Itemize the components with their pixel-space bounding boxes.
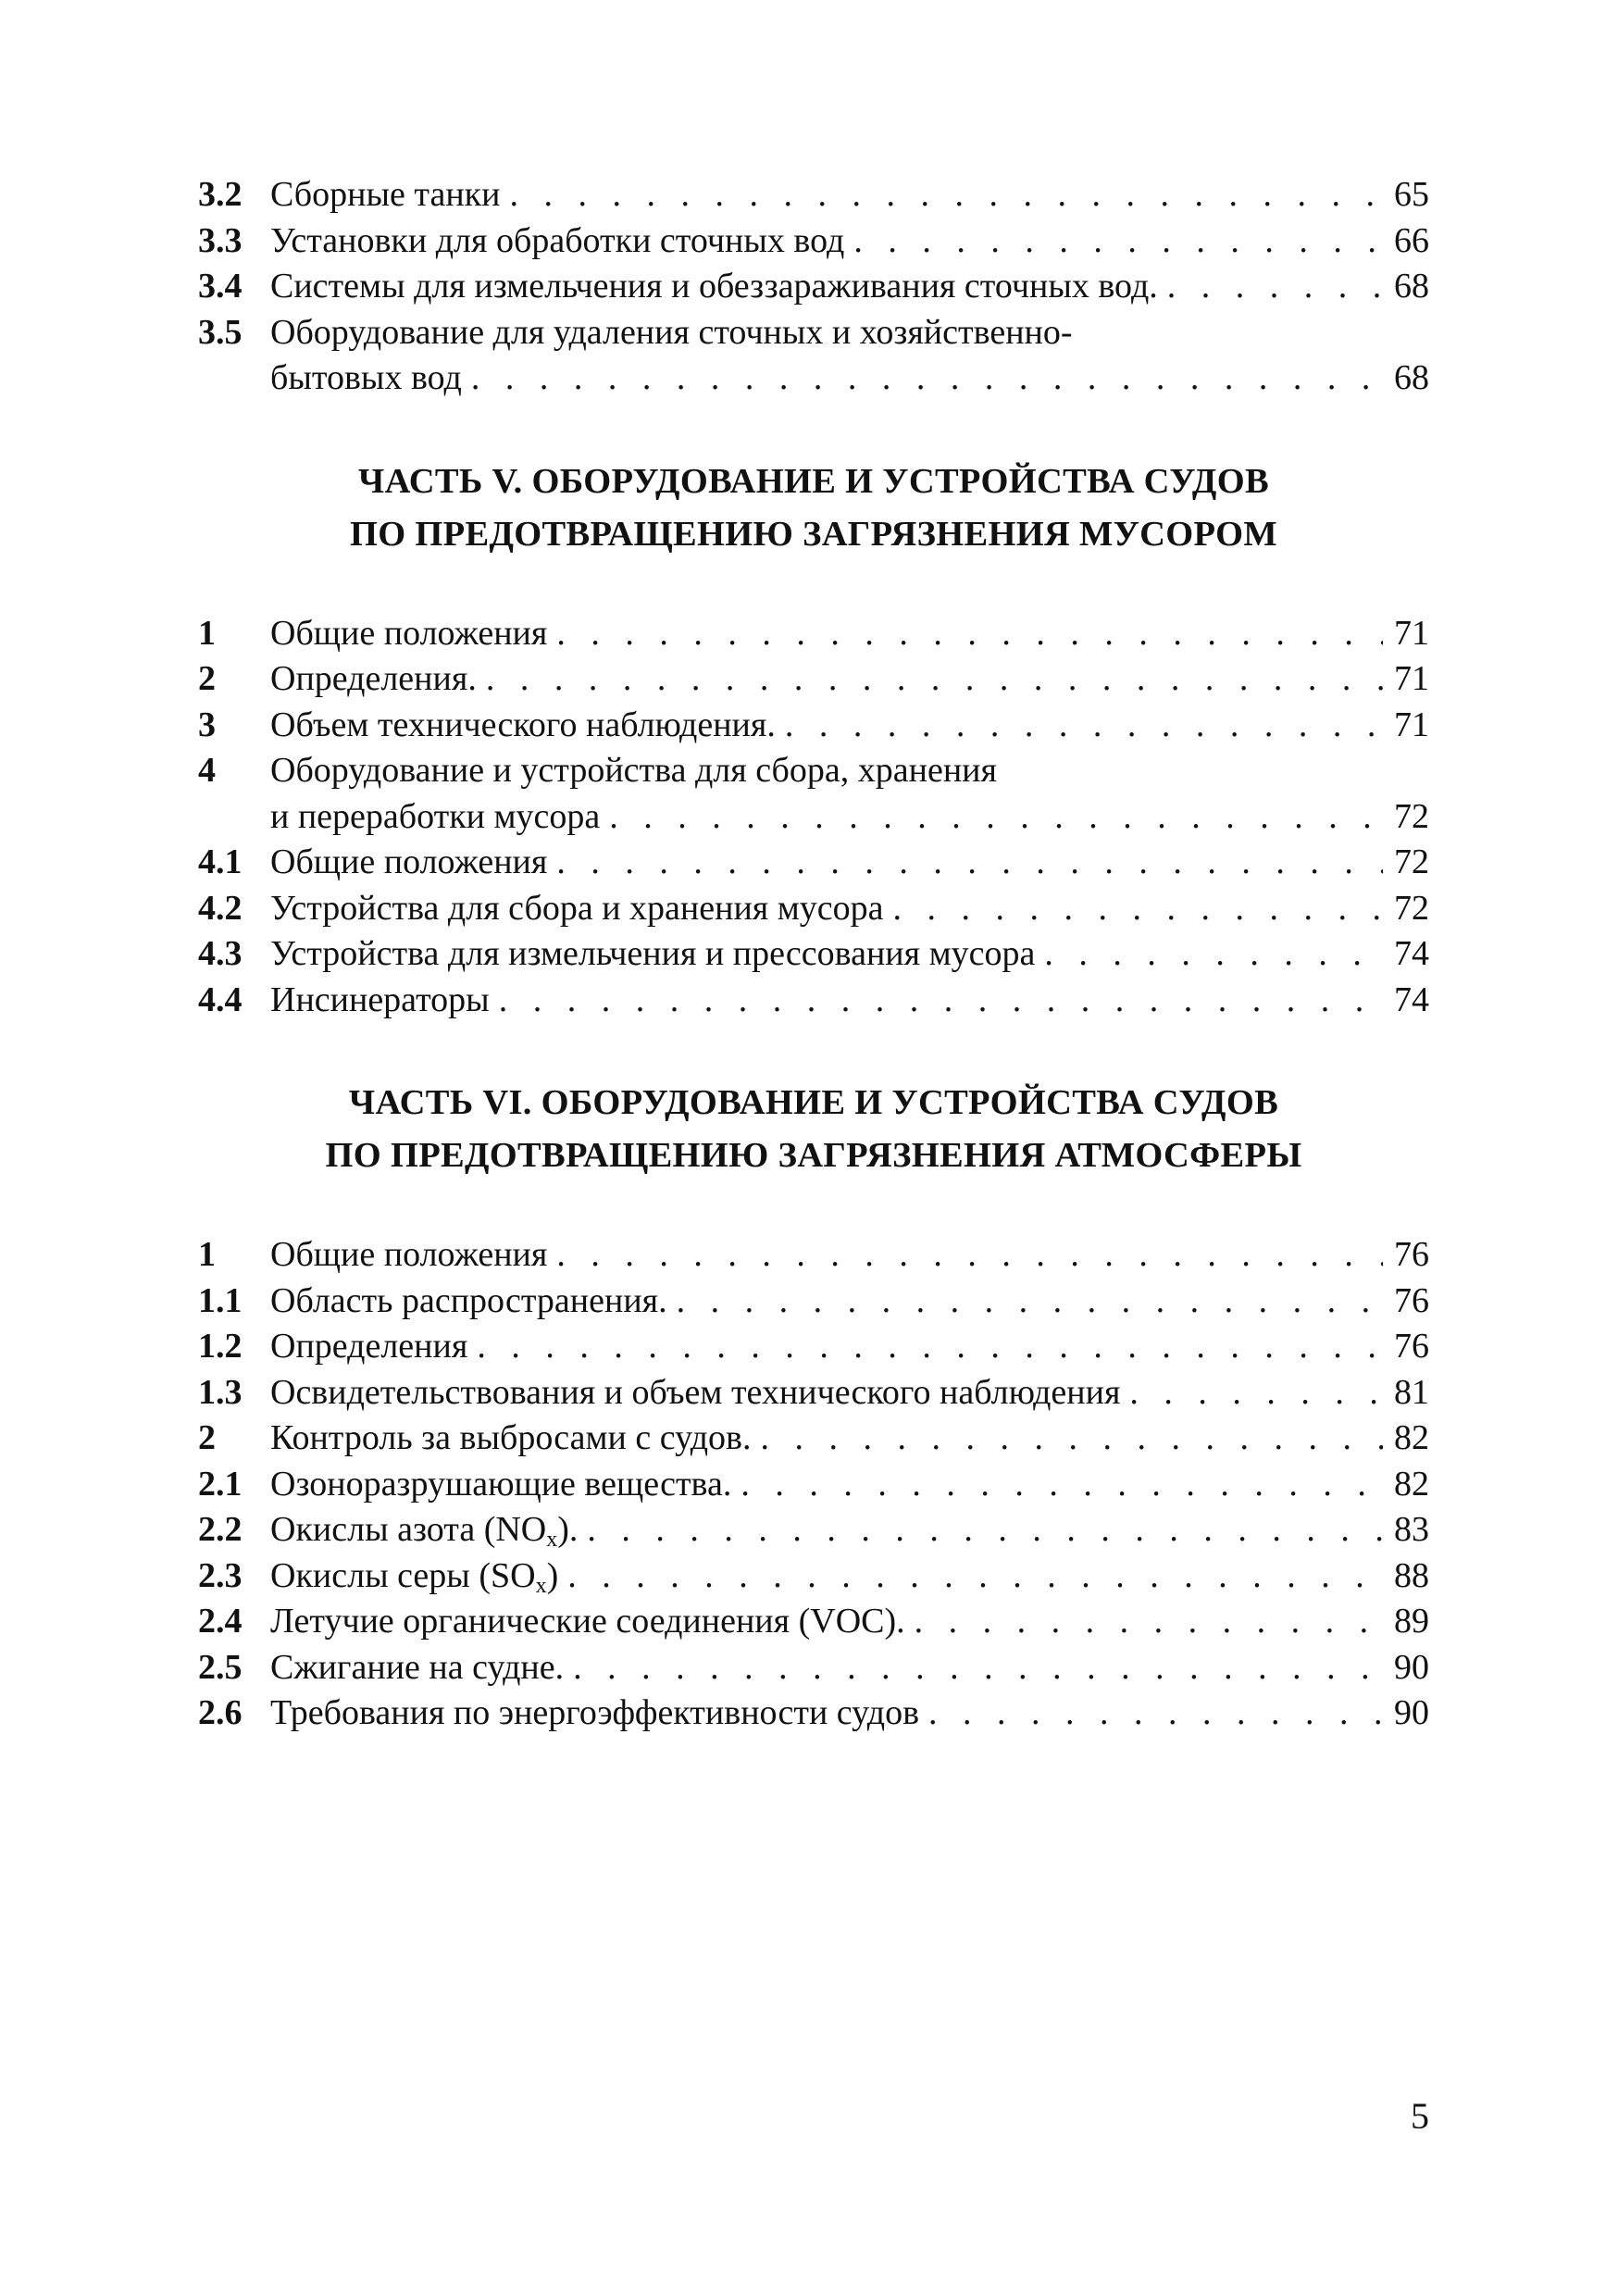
entry-title: Устройства для измельчения и прессования мусора <box>270 934 1036 973</box>
entry-page: 71 <box>1394 705 1429 744</box>
entry-number: 4.4 <box>198 980 243 1019</box>
entry-title: Оборудование для удаления сточных и хозяйственно- <box>270 312 1073 352</box>
entry-number: 2.3 <box>198 1555 243 1595</box>
entry-title-text: Окислы серы (SO <box>270 1555 536 1595</box>
entry-title: Системы для измельчения и обеззараживания сточных вод. <box>270 267 1158 306</box>
dot-leader <box>556 1232 1383 1279</box>
entry-number: 3 <box>198 705 216 744</box>
dot-leader <box>928 1691 1383 1737</box>
entry-page: 90 <box>1394 1647 1429 1687</box>
part-heading-line: ЧАСТЬ V. ОБОРУДОВАНИЕ И УСТРОЙСТВА СУДОВ <box>358 461 1269 501</box>
entry-page: 71 <box>1394 659 1429 698</box>
entry-number: 2 <box>198 1418 216 1457</box>
toc-entry[interactable] <box>198 931 1429 978</box>
dot-leader <box>915 1599 1383 1645</box>
entry-title: Летучие органические соединения (VOC). <box>270 1602 905 1641</box>
part-6-heading <box>198 1077 1429 1182</box>
entry-page: 72 <box>1394 796 1429 836</box>
toc-entry[interactable] <box>198 1645 1429 1691</box>
toc-entry[interactable] <box>198 172 1429 218</box>
entry-title: Сборные танки <box>270 175 501 214</box>
entry-number: 2.5 <box>198 1647 243 1687</box>
entry-page: 71 <box>1394 613 1429 653</box>
entry-page: 74 <box>1394 934 1429 973</box>
entry-title: Установки для обработки сточных вод <box>270 220 845 260</box>
dot-leader <box>509 172 1383 218</box>
toc-entry[interactable] <box>198 310 1429 356</box>
entry-number: 3.3 <box>198 220 243 260</box>
toc-entry-continuation[interactable] <box>198 356 1429 402</box>
entry-number: 4.3 <box>198 934 243 973</box>
toc-entry[interactable] <box>198 1599 1429 1645</box>
toc-entry[interactable] <box>198 1324 1429 1370</box>
toc-entry[interactable] <box>198 978 1429 1024</box>
toc-entry[interactable] <box>198 1370 1429 1416</box>
entry-number: 3.4 <box>198 267 243 306</box>
entry-page: 88 <box>1394 1555 1429 1595</box>
entry-number: 4.2 <box>198 888 243 928</box>
entry-title <box>270 1554 558 1600</box>
entry-number: 1 <box>198 1235 216 1274</box>
entry-number: 3.2 <box>198 175 243 214</box>
entry-title: Сжигание на судне. <box>270 1647 565 1687</box>
entry-page: 81 <box>1394 1372 1429 1412</box>
dot-leader <box>556 611 1383 657</box>
entry-page: 66 <box>1394 220 1429 260</box>
entry-title: Определения. <box>270 659 477 698</box>
entry-title: и переработки мусора <box>270 796 601 836</box>
dot-leader <box>893 886 1383 932</box>
entry-title-text: Окислы азота (NO <box>270 1510 547 1549</box>
part-5-heading <box>198 455 1429 561</box>
entry-number: 1.3 <box>198 1372 243 1412</box>
entry-title: Общие положения <box>270 1235 548 1274</box>
part-heading-line: ПО ПРЕДОТВРАЩЕНИЮ ЗАГРЯЗНЕНИЯ АТМОСФЕРЫ <box>325 1136 1302 1175</box>
entry-number: 2.1 <box>198 1464 243 1504</box>
entry-page: 90 <box>1394 1693 1429 1732</box>
entry-title <box>270 1507 578 1554</box>
dot-leader <box>1167 264 1383 310</box>
entry-page: 82 <box>1394 1464 1429 1504</box>
entry-title: Определения <box>270 1327 468 1366</box>
entry-number: 1.1 <box>198 1280 243 1320</box>
entry-number: 2.4 <box>198 1602 243 1641</box>
toc-entry[interactable] <box>198 840 1429 886</box>
subscript-x: x <box>546 1528 558 1552</box>
entry-page: 68 <box>1394 267 1429 306</box>
entry-title: Освидетельствования и объем технического наблюдения <box>270 1372 1121 1412</box>
entry-title: Оборудование и устройства для сбора, хранения <box>270 751 997 790</box>
entry-number: 2 <box>198 659 216 698</box>
entry-number: 1 <box>198 613 216 653</box>
toc-entry[interactable] <box>198 218 1429 265</box>
dot-leader <box>785 703 1383 749</box>
entry-page: 72 <box>1394 888 1429 928</box>
toc-block-part4-tail <box>198 172 1429 402</box>
entry-page: 76 <box>1394 1235 1429 1274</box>
entry-page: 82 <box>1394 1418 1429 1457</box>
entry-title-tail: ). <box>557 1510 579 1549</box>
toc-entry[interactable] <box>198 1416 1429 1462</box>
part-heading-line: ПО ПРЕДОТВРАЩЕНИЮ ЗАГРЯЗНЕНИЯ МУСОРОМ <box>350 514 1277 554</box>
entry-page: 65 <box>1394 175 1429 214</box>
dot-leader <box>1129 1370 1383 1416</box>
entry-number: 4.1 <box>198 842 243 881</box>
dot-leader <box>499 978 1383 1024</box>
toc-entry[interactable] <box>198 1691 1429 1737</box>
toc-entry[interactable] <box>198 1279 1429 1325</box>
dot-leader <box>853 218 1383 265</box>
entry-title: Озоноразрушающие вещества. <box>270 1464 732 1504</box>
dot-leader <box>573 1645 1383 1691</box>
entry-page: 83 <box>1394 1510 1429 1549</box>
toc-entry[interactable] <box>198 1462 1429 1508</box>
entry-number: 2.2 <box>198 1510 243 1549</box>
entry-page: 68 <box>1394 358 1429 397</box>
entry-title: Область распространения. <box>270 1280 667 1320</box>
entry-page: 76 <box>1394 1327 1429 1366</box>
dot-leader <box>1044 931 1383 978</box>
entry-title: Контроль за выбросами с судов. <box>270 1418 752 1457</box>
entry-number: 1.2 <box>198 1327 243 1366</box>
entry-title-tail: ) <box>546 1555 559 1595</box>
entry-page: 72 <box>1394 842 1429 881</box>
entry-title: Общие положения <box>270 842 548 881</box>
toc-entry[interactable] <box>198 611 1429 657</box>
toc-entry[interactable] <box>198 1232 1429 1279</box>
entry-page: 76 <box>1394 1280 1429 1320</box>
dot-leader <box>486 656 1383 703</box>
dot-leader <box>760 1416 1383 1462</box>
entry-title: Инсинераторы <box>270 980 490 1019</box>
entry-title: Объем технического наблюдения. <box>270 705 776 744</box>
dot-leader <box>477 1324 1383 1370</box>
subscript-x: x <box>535 1573 547 1598</box>
toc-entry[interactable] <box>198 656 1429 703</box>
dot-leader <box>556 840 1383 886</box>
entry-title: Устройства для сбора и хранения мусора <box>270 888 884 928</box>
toc-entry[interactable] <box>198 1507 1429 1554</box>
toc-entry[interactable] <box>198 1554 1429 1600</box>
toc-block-part5 <box>198 611 1429 1024</box>
toc-entry[interactable] <box>198 703 1429 749</box>
entry-number: 4 <box>198 751 216 790</box>
entry-number: 2.6 <box>198 1693 243 1732</box>
entry-title: бытовых вод <box>270 358 462 397</box>
toc-page <box>198 172 1429 1737</box>
page-number: 5 <box>1411 2095 1429 2137</box>
part-heading-line: ЧАСТЬ VI. ОБОРУДОВАНИЕ И УСТРОЙСТВА СУДОВ <box>348 1083 1279 1122</box>
entry-page: 89 <box>1394 1602 1429 1641</box>
toc-entry-continuation[interactable] <box>198 794 1429 841</box>
toc-block-part6 <box>198 1232 1429 1737</box>
entry-title: Общие положения <box>270 613 548 653</box>
entry-page: 74 <box>1394 980 1429 1019</box>
dot-leader <box>741 1462 1383 1508</box>
dot-leader <box>609 794 1383 841</box>
entry-number: 3.5 <box>198 312 243 352</box>
dot-leader <box>567 1554 1383 1600</box>
dot-leader <box>677 1279 1383 1325</box>
dot-leader <box>471 356 1383 402</box>
toc-entry[interactable] <box>198 886 1429 932</box>
toc-entry[interactable] <box>198 748 1429 794</box>
toc-entry[interactable] <box>198 264 1429 310</box>
dot-leader <box>587 1507 1383 1554</box>
entry-title: Требования по энергоэффективности судов <box>270 1693 920 1732</box>
